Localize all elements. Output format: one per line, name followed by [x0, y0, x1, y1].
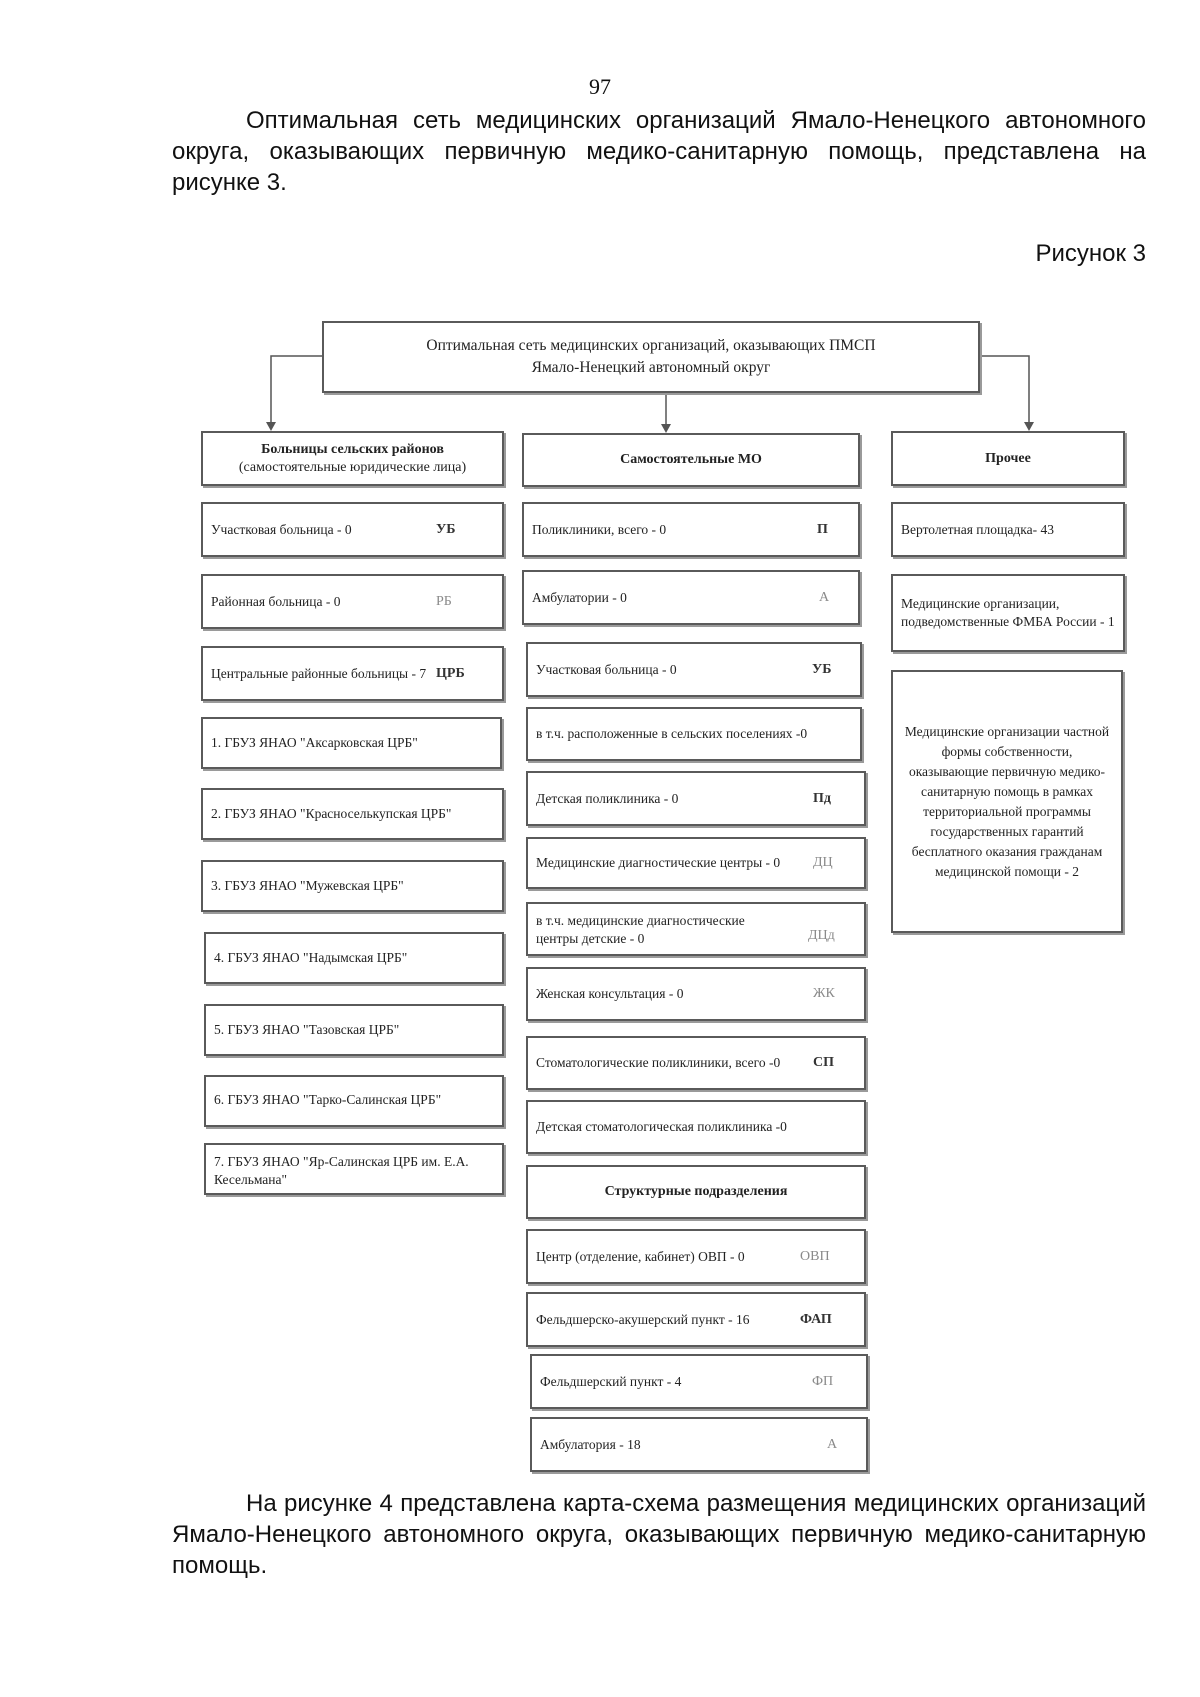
middle-item: в т.ч. медицинские диагностические центры детские - 0 ДЦд [526, 902, 866, 956]
middle-item: Детская поликлиника - 0 Пд [526, 771, 866, 826]
middle-subheader-title: Структурные подразделения [604, 1184, 788, 1199]
abbr-label: ДЦ [813, 855, 833, 870]
left-item: 6. ГБУЗ ЯНАО "Тарко-Салинская ЦРБ" [204, 1075, 504, 1127]
abbr-label: Пд [813, 790, 831, 806]
left-header-subtitle: (самостоятельные юридические лица) [238, 459, 467, 475]
middle-item: Поликлиники, всего - 0 П [522, 502, 860, 557]
right-item: Медицинские организации частной формы собственности, оказывающие первичную медико-санитарную помощь в рамках территориальной программы государственных гарантий бесплатного оказания гражданам медицинской помощи - 2 [891, 670, 1123, 933]
arrow-right-icon [1024, 422, 1034, 431]
abbr-label: ЦРБ [436, 665, 465, 681]
abbr-label: УБ [812, 661, 832, 677]
middle-header-title: Самостоятельные МО [620, 452, 762, 467]
left-header-title: Больницы сельских районов [261, 441, 444, 457]
root-line-1: Оптимальная сеть медицинских организаций, оказывающих ПМСП [426, 337, 876, 354]
left-item: 4. ГБУЗ ЯНАО "Надымская ЦРБ" [204, 932, 504, 984]
left-item: 3. ГБУЗ ЯНАО "Мужевская ЦРБ" [201, 860, 504, 912]
right-item: Вертолетная площадка- 43 [891, 502, 1125, 557]
middle-item: Женская консультация - 0 ЖК [526, 967, 866, 1021]
connector-right [980, 356, 1029, 424]
middle-item: Медицинские диагностические центры - 0 ДЦ [526, 837, 866, 889]
middle-subheader-box [526, 1165, 866, 1219]
left-item: 1. ГБУЗ ЯНАО "Аксарковская ЦРБ" [201, 717, 502, 769]
middle-sub-item: Фельдшерско-акушерский пункт - 16 ФАП [526, 1292, 866, 1347]
root-line-2: Ямало-Ненецкий автономный округ [531, 359, 771, 376]
arrow-middle-icon [661, 424, 671, 433]
middle-item: в т.ч. расположенные в сельских поселениях -0 [526, 707, 862, 761]
abbr-label: ЖК [813, 986, 835, 1001]
middle-item: Детская стоматологическая поликлиника -0 [526, 1100, 866, 1154]
abbr-label: ДЦд [808, 928, 835, 943]
abbr-label: П [817, 521, 828, 537]
left-item: Районная больница - 0 РБ [201, 574, 504, 629]
middle-sub-item: Фельдшерский пункт - 4 ФП [530, 1354, 868, 1409]
abbr-label: ФП [812, 1373, 834, 1389]
left-item: 5. ГБУЗ ЯНАО "Тазовская ЦРБ" [204, 1004, 504, 1056]
middle-item: Участковая больница - 0 УБ [526, 642, 862, 697]
intro-paragraph: Оптимальная сеть медицинских организаций Ямало-Ненецкого автономного округа, оказывающих первичную медико-санитарную помощь, представлена на рисунке 3. [172, 107, 1146, 196]
right-header-title: Прочее [985, 450, 1031, 466]
left-item: 2. ГБУЗ ЯНАО "Красноселькупская ЦРБ" [201, 788, 504, 840]
root-box [322, 321, 980, 393]
connector-left [271, 356, 322, 424]
right-item: Медицинские организации, подведомственные ФМБА России - 1 [891, 574, 1125, 652]
middle-sub-item: Центр (отделение, кабинет) ОВП - 0 ОВП [526, 1229, 866, 1284]
abbr-label: СП [813, 1055, 834, 1070]
abbr-label: ФАП [800, 1311, 832, 1327]
abbr-label: РБ [436, 593, 452, 609]
left-item: Участковая больница - 0 УБ [201, 502, 504, 557]
abbr-label: ОВП [800, 1248, 830, 1264]
page-number: 97 [589, 74, 611, 99]
abbr-label: УБ [436, 521, 456, 537]
left-header-box [201, 431, 504, 486]
middle-item: Стоматологические поликлиники, всего -0 СП [526, 1036, 866, 1090]
abbr-label: А [827, 1436, 838, 1452]
middle-header-box [522, 433, 860, 487]
arrow-left-icon [266, 422, 276, 431]
outro-paragraph: На рисунке 4 представлена карта-схема размещения медицинских организаций Ямало-Ненецкого автономного округа, оказывающих первичную медико-санитарную помощь. [172, 1490, 1146, 1579]
figure-label: Рисунок 3 [1035, 240, 1146, 267]
abbr-label: А [819, 589, 830, 605]
right-header-box [891, 431, 1125, 486]
middle-sub-item: Амбулатория - 18 А [530, 1417, 868, 1472]
left-item: 7. ГБУЗ ЯНАО "Яр-Салинская ЦРБ им. Е.А. Кесельмана" [204, 1143, 504, 1195]
left-item: Центральные районные больницы - 7 ЦРБ [201, 646, 504, 701]
middle-item: Амбулатории - 0 А [522, 570, 860, 625]
